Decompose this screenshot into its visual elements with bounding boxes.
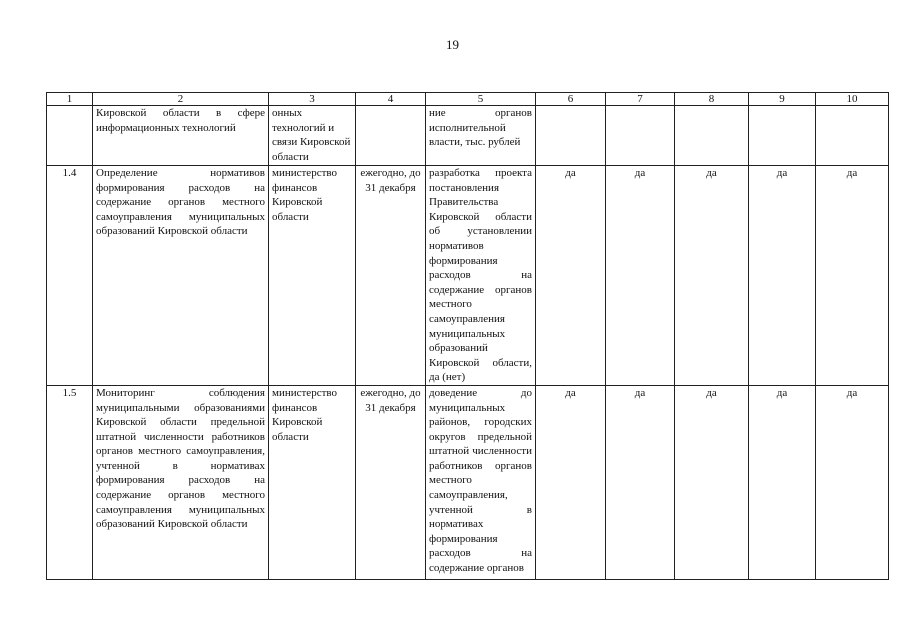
executor: министерство финансов Кировской области [269,385,356,579]
year-value [536,106,606,166]
table-row [47,166,889,386]
year-value: да [606,385,675,579]
year-value: да [536,385,606,579]
executor: министерство финансов Кировской области [269,166,356,386]
year-value: да [816,385,889,579]
column-header: 7 [606,93,675,106]
deadline: ежегодно, до 31 декабря [356,166,426,386]
year-value: да [749,385,816,579]
deadline: ежегодно, до 31 декабря [356,385,426,579]
measure-name: Кировской области в сфере информационных технологий [93,106,269,166]
plan-table [46,92,889,580]
column-header: 10 [816,93,889,106]
year-value [816,106,889,166]
column-header: 3 [269,93,356,106]
executor: онных технологий и связи Кировской области [269,106,356,166]
year-value: да [675,385,749,579]
result-indicator: ние органов исполнительной власти, тыс. рублей [426,106,536,166]
column-header: 4 [356,93,426,106]
result-indicator: доведение до муниципальных районов, городских округов предельной штатной численности работников органов местного самоуправления, учтенной в нормативах формирования расходов на содержание органов [426,385,536,579]
row-number [47,106,93,166]
table-row [47,385,889,579]
column-header: 5 [426,93,536,106]
year-value: да [536,166,606,386]
year-value: да [675,166,749,386]
year-value [749,106,816,166]
table-row [47,106,889,166]
column-header: 8 [675,93,749,106]
year-value: да [816,166,889,386]
year-value [606,106,675,166]
table-header-row [47,93,889,106]
column-header: 1 [47,93,93,106]
page-number: 19 [446,37,459,52]
row-number: 1.5 [47,385,93,579]
column-header: 9 [749,93,816,106]
year-value [675,106,749,166]
column-header: 2 [93,93,269,106]
result-indicator: разработка проекта постановления Правительства Кировской области об установлении нормативов формирования расходов на содержание органов местного самоуправления муниципальных образований Кировской области, да (нет) [426,166,536,386]
deadline [356,106,426,166]
year-value: да [606,166,675,386]
row-number: 1.4 [47,166,93,386]
column-header: 6 [536,93,606,106]
measure-name: Определение нормативов формирования расходов на содержание органов местного самоуправления муниципальных образований Кировской области [93,166,269,386]
measure-name: Мониторинг соблюдения муниципальными образованиями Кировской области предельной штатной численности работников органов местного самоуправления, учтенной в нормативах формирования расходов на содержание органов местного самоуправления муниципальных образований Кировской области [93,385,269,579]
year-value: да [749,166,816,386]
